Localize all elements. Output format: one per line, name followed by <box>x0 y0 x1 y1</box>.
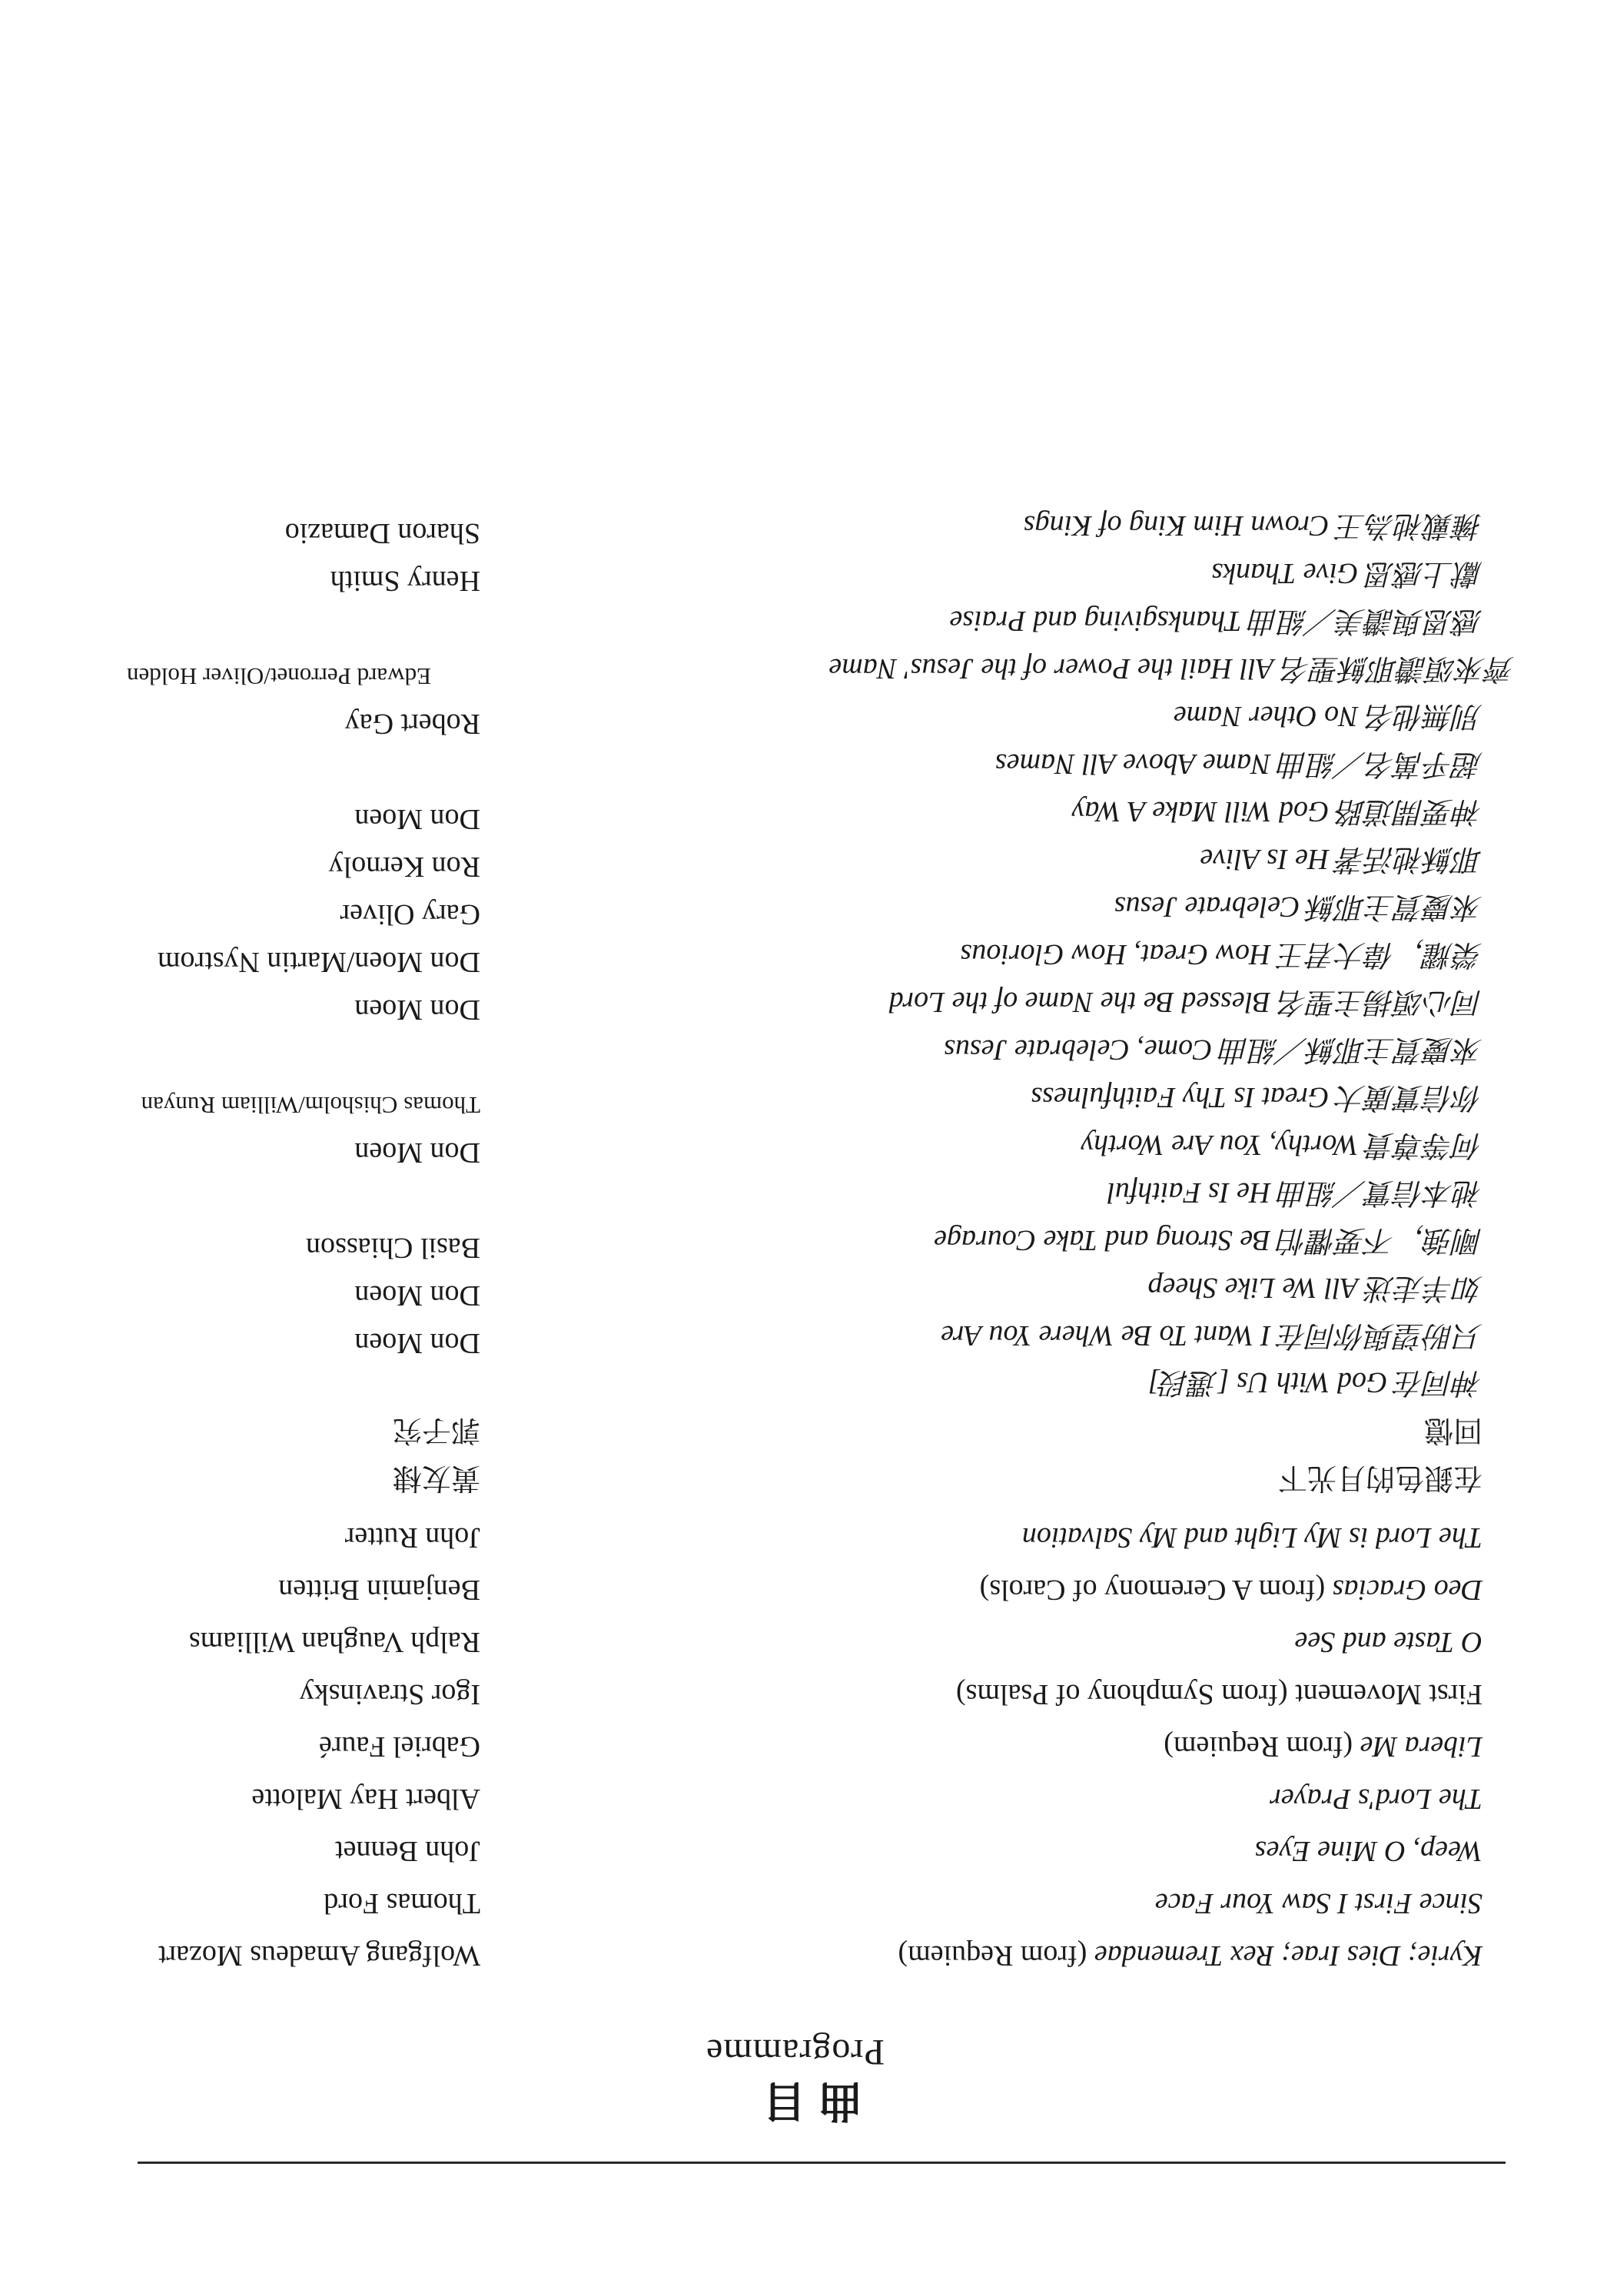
piece-title: 何等尊貴 Worthy, You Are Worthy <box>1081 1129 1482 1161</box>
piece-title: O Taste and See <box>1294 1626 1482 1658</box>
piece-title: 同心頌揚主聖名 Blessed Be the Name of the Lord <box>888 986 1482 1018</box>
piece-title: 別無他名 No Other Name <box>1173 700 1482 732</box>
composer: Basil Chiasson <box>306 1232 480 1264</box>
piece-title: 只盼望與你同在 I Want To Be Where You Are <box>941 1319 1482 1352</box>
heading-chinese: 曲目 <box>751 2075 862 2125</box>
composer: Don Moen <box>354 1136 480 1169</box>
piece-title: 齊來頌讚耶穌聖名 All Hail the Power of the Jesus' Name <box>828 652 1515 685</box>
composer: John Bennet <box>335 1835 480 1867</box>
composer: Don Moen <box>354 803 480 835</box>
composer: Thomas Ford <box>324 1887 480 1919</box>
composer: Igor Stravinsky <box>299 1678 480 1710</box>
composer: Ralph Vaughan Williams <box>188 1626 480 1658</box>
piece-title: 超乎萬名／組曲 Name Above All Names <box>995 748 1482 780</box>
composer: Don Moen <box>354 1279 480 1312</box>
piece-title: 擁戴祂為王 Crown Him King of Kings <box>1023 509 1482 542</box>
composer: Wolfgang Amadeus Mozart <box>158 1939 480 1972</box>
composer: Albert Hay Malotte <box>251 1783 480 1815</box>
piece-title: 來慶賀主耶穌／組曲 Come, Celebrate Jesus <box>944 1034 1482 1066</box>
piece-title: 神同在 God With Us [選段] <box>1148 1366 1482 1399</box>
composer: Thomas Chisholm/William Runyan <box>141 1092 480 1119</box>
composer: Henry Smith <box>330 565 480 597</box>
composer: Gabriel Fauré <box>319 1730 480 1763</box>
composer: Sharon Damazio <box>284 517 480 549</box>
piece-title: Weep, O Mine Eyes <box>1254 1835 1482 1867</box>
piece-title: 獻上感恩 Give Thanks <box>1211 557 1482 589</box>
piece-title: 榮耀，偉大君王 How Great, How Glorious <box>960 938 1482 970</box>
heading-english: Programme <box>706 2032 885 2072</box>
composer: Benjamin Britten <box>278 1574 480 1606</box>
piece-title: The Lord is My Light and My Salvation <box>1021 1521 1482 1554</box>
piece-title: 回憶 <box>1423 1414 1482 1446</box>
piece-title: The Lord's Prayer <box>1270 1783 1482 1815</box>
piece-title: 在銀色的月光下 <box>1277 1462 1482 1494</box>
piece-title: First Movement (from Symphony of Psalms) <box>955 1678 1482 1710</box>
piece-title: 剛強，不要懼怕 Be Strong and Take Courage <box>934 1224 1482 1256</box>
piece-title: 神要開道路 God Will Make A Way <box>1071 795 1482 828</box>
piece-title: 你信實廣大 Great Is Thy Faithfulness <box>1031 1081 1482 1113</box>
piece-title: 感恩與讚美／組曲 Thanksgiving and Praise <box>949 605 1482 637</box>
composer: John Rutter <box>344 1521 480 1554</box>
piece-title: 來慶賀主耶穌 Celebrate Jesus <box>1114 891 1482 923</box>
composer: Robert Gay <box>344 708 480 740</box>
composer: 黃友棣 <box>392 1462 480 1494</box>
composer: Gary Oliver <box>340 898 480 931</box>
piece-title: Libera Me (from Requiem) <box>1164 1730 1482 1763</box>
composer: Ron Kernoly <box>328 851 480 883</box>
piece-title: Deo Gracias (from A Ceremony of Carols) <box>979 1574 1482 1606</box>
piece-title: Kyrie; Dies Irae; Rex Tremendae (from Requiem) <box>898 1939 1482 1972</box>
composer: Don Moen <box>354 994 480 1026</box>
piece-title: Since First I Saw Your Face <box>1154 1887 1482 1919</box>
piece-title: 祂本信實／組曲 He Is Faithful <box>1107 1176 1482 1209</box>
composer: Edward Perronet/Oliver Holden <box>127 663 431 690</box>
composer: Don Moen/Martin Nystrom <box>157 946 480 978</box>
composer: Don Moen <box>354 1327 480 1359</box>
composer: 郭子究 <box>392 1414 480 1446</box>
piece-title: 如羊走迷 All We Like Sheep <box>1147 1272 1482 1304</box>
piece-title: 耶穌祂活著 He Is Alive <box>1200 843 1482 875</box>
